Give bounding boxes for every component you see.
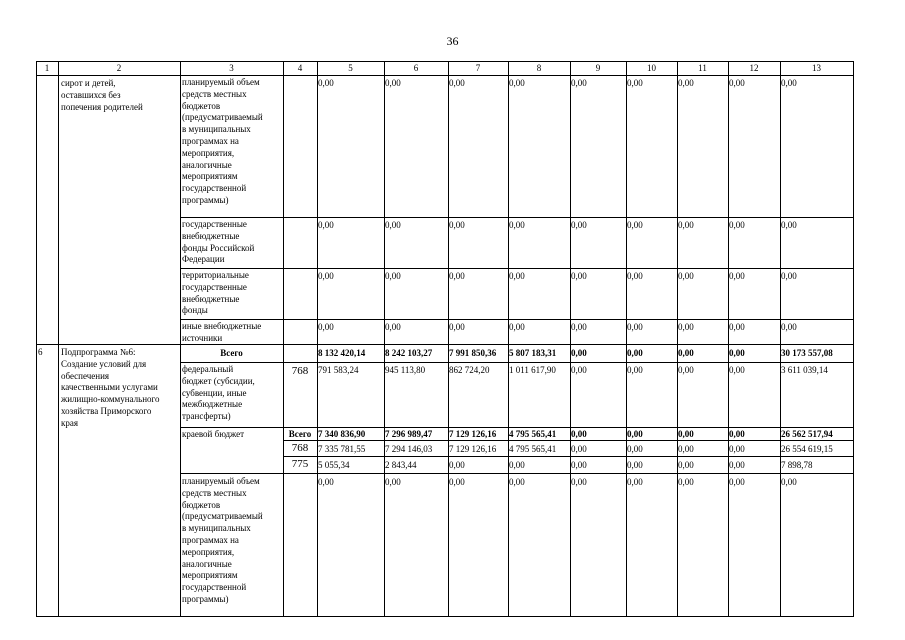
col-rule: [780, 75, 781, 616]
amount-cell: 0,00: [571, 271, 587, 281]
col-rule: [283, 75, 284, 616]
amount-cell: 0,00: [781, 477, 797, 487]
budget-code: 775: [291, 458, 309, 470]
col-rule: [570, 75, 571, 616]
amount-cell: 7 340 836,90: [318, 429, 366, 439]
total-amount: 0,00: [729, 348, 745, 358]
funding-source: федеральный бюджет (субсидии, субвенции, иные межбюджетные трансферты): [182, 364, 255, 422]
amount-cell: 0,00: [318, 477, 334, 487]
amount-cell: 0,00: [781, 220, 797, 230]
col-rule: [180, 75, 181, 616]
amount-cell: 7 129 126,16: [449, 429, 497, 439]
budget-code: 768: [291, 365, 309, 377]
amount-cell: 0,00: [627, 365, 643, 375]
amount-cell: 862 724,20: [449, 365, 490, 375]
funding-source: планируемый объем средств местных бюджетов (предусматриваемый в муниципальных программах на мероприятия, аналогичные мероприятиям государственной программы): [182, 77, 263, 205]
amount-cell: 0,00: [571, 78, 587, 88]
header-cell: 1: [44, 63, 50, 73]
amount-cell: 0,00: [729, 477, 745, 487]
amount-cell: 7 898,78: [781, 460, 813, 470]
funding-source: иные внебюджетные источники: [182, 321, 262, 343]
header-cell: 10: [647, 63, 656, 73]
program-label: сирот и детей, оставшихся без попечения родителей: [61, 78, 143, 112]
row-number: 6: [38, 347, 43, 357]
amount-cell: 0,00: [729, 78, 745, 88]
amount-cell: 0,00: [385, 271, 401, 281]
table-bottom-border: [36, 616, 854, 617]
row-rule: [283, 456, 854, 457]
col-rule: [384, 75, 385, 616]
funding-source: планируемый объем средств местных бюджетов (предусматриваемый в муниципальных программах на мероприятия, аналогичные мероприятиям государственной программы): [182, 476, 263, 604]
header-cell: 7: [475, 63, 481, 73]
amount-cell: 0,00: [509, 322, 525, 332]
amount-cell: 0,00: [449, 322, 465, 332]
total-amount: 8 132 420,14: [318, 348, 366, 358]
total-amount: 30 173 557,08: [781, 348, 833, 358]
header-cell: 12: [749, 63, 759, 73]
row-rule: [180, 268, 854, 269]
amount-cell: 0,00: [781, 271, 797, 281]
funding-source: краевой бюджет: [182, 429, 245, 439]
amount-cell: 0,00: [729, 429, 745, 439]
amount-cell: 0,00: [571, 365, 587, 375]
total-amount: 0,00: [678, 348, 694, 358]
amount-cell: 0,00: [509, 460, 525, 470]
amount-cell: 0,00: [509, 78, 525, 88]
amount-cell: 0,00: [318, 322, 334, 332]
amount-cell: 0,00: [627, 78, 643, 88]
amount-cell: 0,00: [729, 460, 745, 470]
amount-cell: 0,00: [627, 460, 643, 470]
row-rule: [283, 440, 854, 441]
amount-cell: 0,00: [385, 322, 401, 332]
amount-cell: 0,00: [571, 429, 587, 439]
amount-cell: 0,00: [318, 220, 334, 230]
amount-cell: 0,00: [318, 271, 334, 281]
amount-cell: 0,00: [729, 444, 745, 454]
amount-cell: 7 296 989,47: [385, 429, 433, 439]
amount-cell: 0,00: [627, 322, 643, 332]
amount-cell: 0,00: [449, 460, 465, 470]
amount-cell: 0,00: [509, 220, 525, 230]
header-col-rule: [853, 61, 854, 75]
total-label: Всего: [220, 348, 243, 358]
header-cell: 11: [698, 63, 707, 73]
amount-cell: 26 554 619,15: [781, 444, 833, 454]
amount-cell: 0,00: [385, 220, 401, 230]
amount-cell: 0,00: [781, 322, 797, 332]
header-cell: 9: [595, 63, 601, 73]
row-rule: [180, 427, 854, 428]
row-rule: [180, 473, 854, 474]
header-cell: 4: [297, 63, 303, 73]
amount-cell: 0,00: [678, 78, 694, 88]
col-rule: [317, 75, 318, 616]
col-rule: [36, 75, 37, 616]
section-rule: [36, 344, 854, 345]
amount-cell: 0,00: [678, 322, 694, 332]
funding-source: государственные внебюджетные фонды Российской Федерации: [182, 219, 255, 265]
amount-cell: 3 611 039,14: [781, 365, 828, 375]
total-amount: 0,00: [627, 348, 643, 358]
col-rule: [508, 75, 509, 616]
amount-cell: 0,00: [627, 429, 643, 439]
amount-cell: 0,00: [571, 477, 587, 487]
amount-cell: 0,00: [678, 220, 694, 230]
amount-cell: 0,00: [781, 78, 797, 88]
amount-cell: 0,00: [318, 78, 334, 88]
amount-cell: 5 055,34: [318, 460, 350, 470]
amount-cell: 7 294 146,03: [385, 444, 433, 454]
col-rule: [626, 75, 627, 616]
amount-cell: 0,00: [627, 477, 643, 487]
amount-cell: 4 795 565,41: [509, 429, 557, 439]
amount-cell: 945 113,80: [385, 365, 426, 375]
amount-cell: 0,00: [571, 220, 587, 230]
amount-cell: 0,00: [627, 271, 643, 281]
row-rule: [180, 217, 854, 218]
amount-cell: 0,00: [627, 444, 643, 454]
amount-cell: 0,00: [678, 429, 694, 439]
amount-cell: 0,00: [678, 477, 694, 487]
amount-cell: 0,00: [449, 271, 465, 281]
amount-cell: 0,00: [678, 444, 694, 454]
total-amount: 5 807 183,31: [509, 348, 557, 358]
col-rule: [728, 75, 729, 616]
header-cell: 5: [348, 63, 353, 73]
amount-cell: 0,00: [678, 271, 694, 281]
amount-cell: 0,00: [678, 460, 694, 470]
header-cell: 8: [536, 63, 542, 73]
amount-cell: 4 795 565,41: [509, 444, 557, 454]
amount-cell: 0,00: [729, 322, 745, 332]
budget-code: Всего: [288, 429, 312, 439]
amount-cell: 0,00: [729, 365, 745, 375]
amount-cell: 0,00: [678, 365, 694, 375]
header-cell: 13: [812, 63, 821, 73]
amount-cell: 0,00: [449, 477, 465, 487]
col-rule: [448, 75, 449, 616]
budget-code: 768: [291, 442, 309, 454]
amount-cell: 0,00: [385, 477, 401, 487]
col-rule: [853, 75, 854, 616]
amount-cell: 26 562 517,94: [781, 429, 833, 439]
amount-cell: 2 843,44: [385, 460, 417, 470]
row-rule: [180, 362, 854, 363]
amount-cell: 0,00: [385, 78, 401, 88]
amount-cell: 0,00: [627, 220, 643, 230]
amount-cell: 0,00: [509, 271, 525, 281]
amount-cell: 0,00: [509, 477, 525, 487]
header-bottom-border: [36, 75, 854, 76]
amount-cell: 7 335 781,55: [318, 444, 366, 454]
amount-cell: 0,00: [571, 444, 587, 454]
page-number: 36: [446, 34, 459, 48]
col-rule: [58, 75, 59, 616]
funding-source: территориальные государственные внебюджетные фонды: [182, 270, 249, 316]
total-amount: 0,00: [571, 348, 587, 358]
subprogram-label: Подпрограмма №6: Создание условий для обеспечения качественными услугами жилищно-коммунального хозяйства Приморского края: [61, 347, 160, 428]
header-cell: 2: [116, 63, 122, 73]
amount-cell: 0,00: [449, 220, 465, 230]
header-cell: 3: [229, 63, 234, 73]
amount-cell: 1 011 617,90: [509, 365, 556, 375]
header-cell: 6: [413, 63, 419, 73]
amount-cell: 0,00: [729, 220, 745, 230]
total-amount: 8 242 103,27: [385, 348, 433, 358]
total-amount: 7 991 850,36: [449, 348, 497, 358]
amount-cell: 7 129 126,16: [449, 444, 497, 454]
amount-cell: 0,00: [729, 271, 745, 281]
amount-cell: 0,00: [449, 78, 465, 88]
amount-cell: 0,00: [571, 460, 587, 470]
row-rule: [180, 319, 854, 320]
amount-cell: 0,00: [571, 322, 587, 332]
amount-cell: 791 583,24: [318, 365, 359, 375]
col-rule: [677, 75, 678, 616]
